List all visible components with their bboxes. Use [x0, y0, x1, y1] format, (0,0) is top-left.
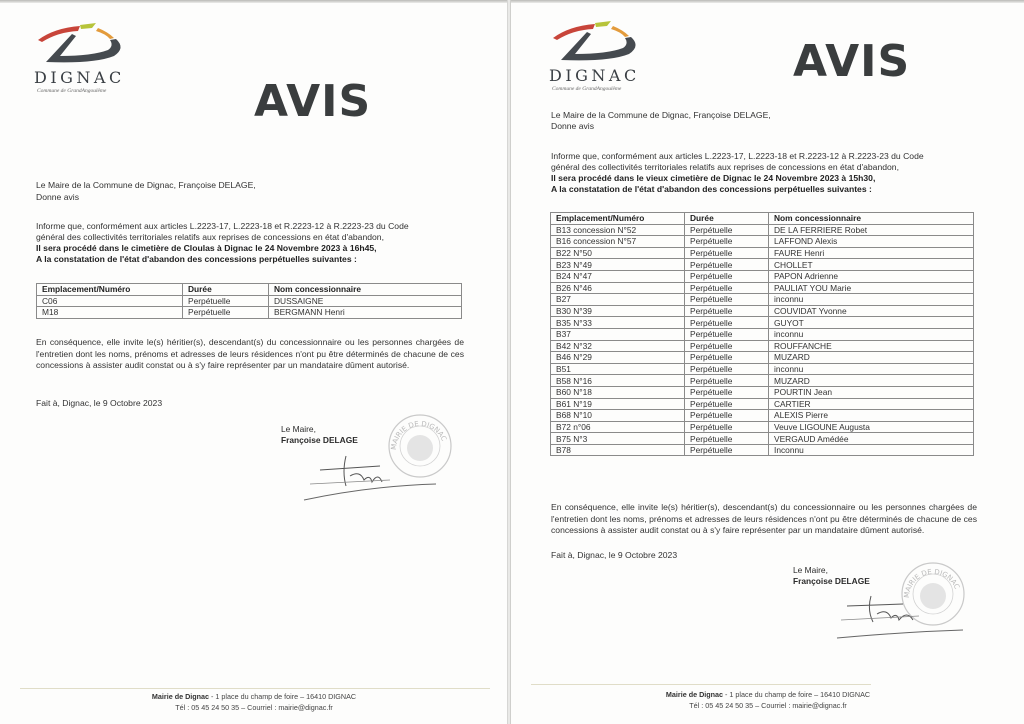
- column-header-holder: Nom concessionnaire: [269, 284, 462, 296]
- table-row: [551, 259, 974, 271]
- cell-location: B61 N°19: [551, 398, 685, 410]
- cell-holder: LAFFOND Alexis: [769, 236, 974, 248]
- footer-divider: [531, 684, 871, 685]
- stamp-text: MAIRIE DE DIGNAC: [389, 419, 448, 451]
- date-line: Fait à, Dignac, le 9 Octobre 2023: [36, 398, 163, 408]
- notice-page-left: [0, 0, 508, 724]
- table-row: [551, 352, 974, 364]
- cell-duration: Perpétuelle: [685, 317, 769, 329]
- mayor-signature-icon: [833, 592, 973, 644]
- table-row: [551, 247, 974, 259]
- cell-location: B60 N°18: [551, 386, 685, 398]
- cell-duration: Perpétuelle: [685, 433, 769, 445]
- cell-duration: Perpétuelle: [685, 236, 769, 248]
- footer-address: - 1 place du champ de foire – 16410 DIGNAC: [209, 692, 357, 701]
- dignac-d-logo-icon: [549, 18, 649, 64]
- signature-block: [793, 565, 870, 588]
- dignac-d-logo-icon: [34, 20, 134, 66]
- signature-name: Françoise DELAGE: [281, 435, 358, 446]
- column-header-location: Emplacement/Numéro: [551, 213, 685, 225]
- intro-line-2: Donne avis: [36, 192, 79, 202]
- table-row: [551, 224, 974, 236]
- table-row: [551, 386, 974, 398]
- table-row: [551, 421, 974, 433]
- cell-holder: BERGMANN Henri: [269, 307, 462, 319]
- cell-location: B23 N°49: [551, 259, 685, 271]
- cell-duration: Perpétuelle: [685, 328, 769, 340]
- cell-location: B27: [551, 294, 685, 306]
- cell-holder: Veuve LIGOUNE Augusta: [769, 421, 974, 433]
- cell-duration: Perpétuelle: [685, 421, 769, 433]
- concessions-table: [36, 283, 462, 319]
- consequence-paragraph: En conséquence, elle invite le(s) héritier(s), descendant(s) du concessionnaire ou les personnes chargées de l'entretien dont les noms, prénoms et adresses de leurs résidences n'ont pu être déterminés de chacune de ces concessions à assister audit constat ou à s'y faire représenter par un mandataire dûment autorisé.: [551, 502, 977, 536]
- cell-holder: inconnu: [769, 363, 974, 375]
- cell-duration: Perpétuelle: [685, 340, 769, 352]
- footer-contact: Tél : 05 45 24 50 35 – Courriel : mairie@dignac.fr: [175, 702, 333, 712]
- intro-line-1: Le Maire de la Commune de Dignac, Françoise DELAGE,: [551, 110, 771, 120]
- cell-location: B68 N°10: [551, 410, 685, 422]
- cell-holder: inconnu: [769, 294, 974, 306]
- finding-line: A la constatation de l'état d'abandon des concessions perpétuelles suivantes :: [551, 184, 872, 194]
- mayor-signature-icon: [300, 452, 440, 504]
- column-header-duration: Durée: [183, 284, 269, 296]
- cell-duration: Perpétuelle: [685, 375, 769, 387]
- cell-holder: DE LA FERRIERE Robet: [769, 224, 974, 236]
- cell-holder: ROUFFANCHE: [769, 340, 974, 352]
- intro-line-2: Donne avis: [551, 121, 594, 131]
- cell-location: B26 N°46: [551, 282, 685, 294]
- procedure-line: Il sera procédé dans le vieux cimetière de Dignac le 24 Novembre 2023 à 15h30,: [551, 173, 876, 183]
- footer-contact: Tél : 05 45 24 50 35 – Courriel : mairie@dignac.fr: [689, 700, 847, 710]
- notice-title: AVIS: [254, 76, 372, 127]
- cell-location: B75 N°3: [551, 433, 685, 445]
- cell-holder: PAULIAT YOU Marie: [769, 282, 974, 294]
- table-header-row: [37, 284, 462, 296]
- inform-line-1: Informe que, conformément aux articles L.2223-17, L.2223-18 et R.2223-12 à R.2223-23 du Code: [551, 151, 924, 161]
- cell-holder: CHOLLET: [769, 259, 974, 271]
- cell-location: B37: [551, 328, 685, 340]
- cell-holder: DUSSAIGNE: [269, 295, 462, 307]
- column-header-holder: Nom concessionnaire: [769, 213, 974, 225]
- column-header-location: Emplacement/Numéro: [37, 284, 183, 296]
- cell-location: B78: [551, 444, 685, 456]
- table-row: [551, 375, 974, 387]
- cell-location: B58 N°16: [551, 375, 685, 387]
- cell-duration: Perpétuelle: [685, 398, 769, 410]
- logo-wordmark: DIGNAC: [34, 68, 125, 87]
- table-row: [551, 444, 974, 456]
- logo-wordmark: DIGNAC: [549, 66, 640, 85]
- cell-holder: inconnu: [769, 328, 974, 340]
- dignac-logo: [34, 20, 144, 94]
- column-header-duration: Durée: [685, 213, 769, 225]
- cell-holder: VERGAUD Amédée: [769, 433, 974, 445]
- cell-duration: Perpétuelle: [183, 295, 269, 307]
- cell-location: B35 N°33: [551, 317, 685, 329]
- cell-duration: Perpétuelle: [685, 363, 769, 375]
- cell-holder: GUYOT: [769, 317, 974, 329]
- cell-duration: Perpétuelle: [685, 386, 769, 398]
- table-row: [551, 410, 974, 422]
- inform-line-2: général des collectivités territoriales relatifs aux reprises de concessions en état d'abandon,: [551, 162, 899, 172]
- footer: [0, 692, 508, 713]
- intro-line-1: Le Maire de la Commune de Dignac, Françoise DELAGE,: [36, 180, 256, 190]
- cell-location: B24 N°47: [551, 270, 685, 282]
- cell-location: B42 N°32: [551, 340, 685, 352]
- cell-location: B22 N°50: [551, 247, 685, 259]
- table-row: [551, 270, 974, 282]
- footer-name: Mairie de Dignac: [665, 690, 724, 699]
- cell-duration: Perpétuelle: [685, 259, 769, 271]
- logo-subtitle: Commune de GrandAngoulême: [37, 88, 107, 94]
- table-row: [551, 328, 974, 340]
- table-row: [551, 236, 974, 248]
- cell-duration: Perpétuelle: [685, 444, 769, 456]
- table-row: [551, 340, 974, 352]
- cell-duration: Perpétuelle: [685, 305, 769, 317]
- logo-subtitle: Commune de GrandAngoulême: [552, 86, 622, 92]
- cell-location: B46 N°29: [551, 352, 685, 364]
- notice-page-right: [510, 0, 1024, 724]
- stamp-text: MAIRIE DE DIGNAC: [902, 567, 961, 599]
- cell-holder: CARTIER: [769, 398, 974, 410]
- signature-name: Françoise DELAGE: [793, 576, 870, 587]
- cell-holder: PAPON Adrienne: [769, 270, 974, 282]
- signature-title: Le Maire,: [281, 424, 316, 434]
- table-row: [551, 433, 974, 445]
- cell-location: C06: [37, 295, 183, 307]
- table-header-row: [551, 213, 974, 225]
- table-row: [551, 282, 974, 294]
- table-row: [37, 295, 462, 307]
- cell-duration: Perpétuelle: [685, 352, 769, 364]
- cell-location: B51: [551, 363, 685, 375]
- table-row: [37, 307, 462, 319]
- dignac-logo: [549, 18, 659, 92]
- table-row: [551, 363, 974, 375]
- inform-line-1: Informe que, conformément aux articles L.2223-17, L.2223-18 et R.2223-12 à R.2223-23 du Code: [36, 221, 409, 231]
- cell-duration: Perpétuelle: [685, 410, 769, 422]
- cell-duration: Perpétuelle: [685, 294, 769, 306]
- notice-title: AVIS: [793, 36, 911, 87]
- cell-location: B13 concession N°52: [551, 224, 685, 236]
- cell-location: B30 N°39: [551, 305, 685, 317]
- cell-holder: ALEXIS Pierre: [769, 410, 974, 422]
- inform-line-2: général des collectivités territoriales relatifs aux reprises de concessions en état d'abandon,: [36, 232, 384, 242]
- table-row: [551, 294, 974, 306]
- cell-duration: Perpétuelle: [685, 224, 769, 236]
- cell-holder: COUVIDAT Yvonne: [769, 305, 974, 317]
- consequence-paragraph: En conséquence, elle invite le(s) héritier(s), descendant(s) du concessionnaire ou les personnes chargées de l'entretien dont les noms, prénoms et adresses de leurs résidences n'ont pu être déterminés de chacune de ces concessions à assister audit constat ou à s'y faire représenter par un mandataire dûment autorisé.: [36, 337, 464, 371]
- cell-duration: Perpétuelle: [183, 307, 269, 319]
- footer-divider: [20, 688, 490, 689]
- table-row: [551, 398, 974, 410]
- date-line: Fait à, Dignac, le 9 Octobre 2023: [551, 550, 678, 560]
- concessions-table: [550, 212, 974, 456]
- cell-duration: Perpétuelle: [685, 270, 769, 282]
- finding-line: A la constatation de l'état d'abandon des concessions perpétuelles suivantes :: [36, 254, 357, 264]
- footer: [511, 690, 1024, 711]
- signature-title: Le Maire,: [793, 565, 828, 575]
- footer-name: Mairie de Dignac: [151, 692, 210, 701]
- table-row: [551, 305, 974, 317]
- cell-holder: MUZARD: [769, 375, 974, 387]
- cell-holder: MUZARD: [769, 352, 974, 364]
- cell-holder: FAURE Henri: [769, 247, 974, 259]
- cell-location: B72 n°06: [551, 421, 685, 433]
- footer-address: - 1 place du champ de foire – 16410 DIGNAC: [723, 690, 871, 699]
- cell-holder: Inconnu: [769, 444, 974, 456]
- table-row: [551, 317, 974, 329]
- cell-holder: POURTIN Jean: [769, 386, 974, 398]
- cell-duration: Perpétuelle: [685, 247, 769, 259]
- signature-block: [281, 424, 358, 447]
- cell-duration: Perpétuelle: [685, 282, 769, 294]
- procedure-line: Il sera procédé dans le cimetière de Cloulas à Dignac le 24 Novembre 2023 à 16h45,: [36, 243, 377, 253]
- cell-location: B16 concession N°57: [551, 236, 685, 248]
- cell-location: M18: [37, 307, 183, 319]
